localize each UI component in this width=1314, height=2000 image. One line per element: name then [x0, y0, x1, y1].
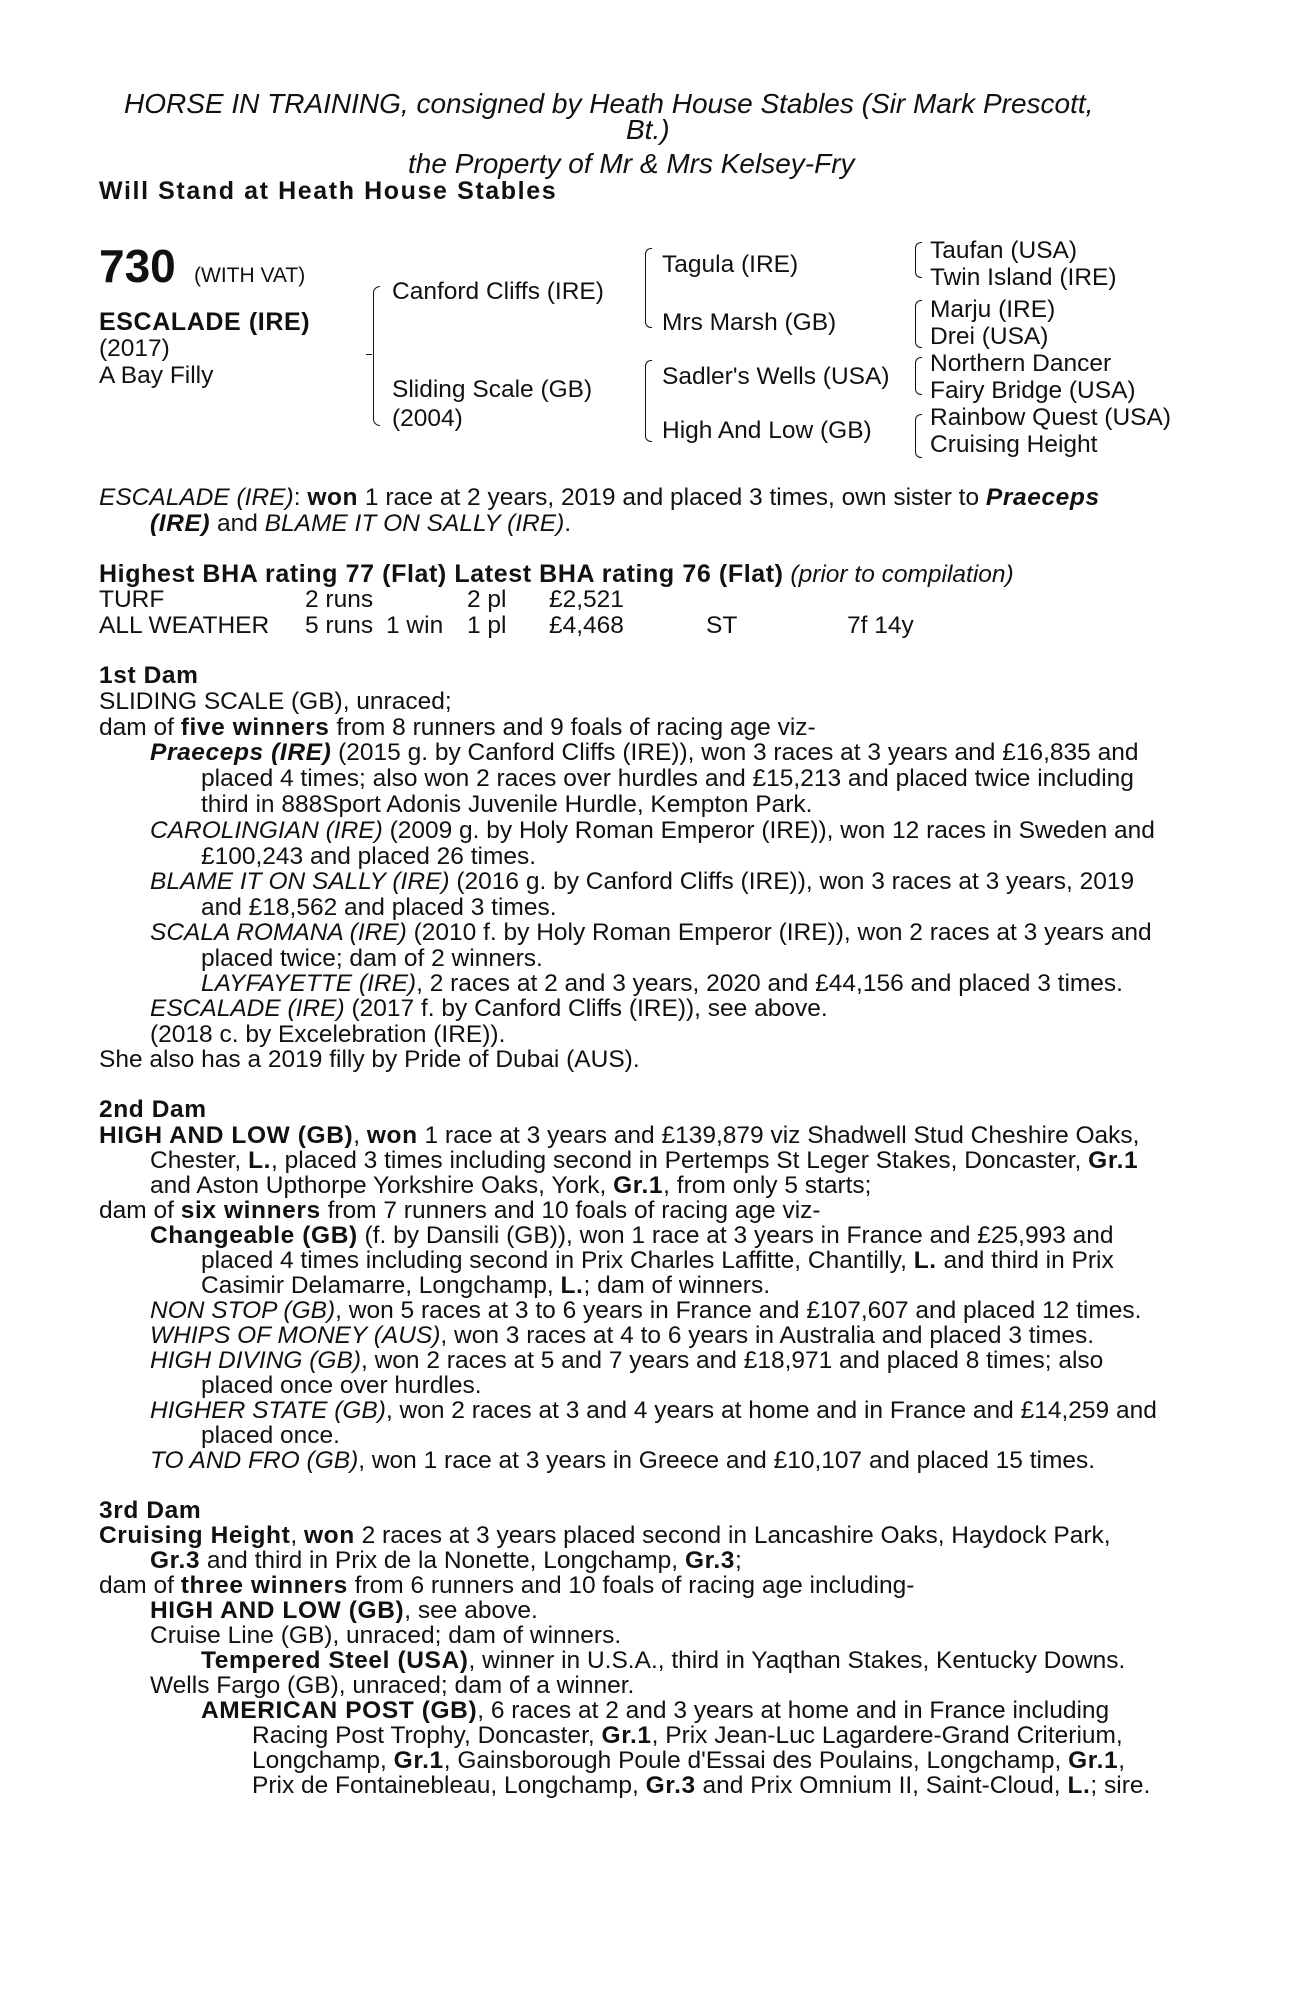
group-badge: Gr.1 [1088, 1147, 1139, 1174]
progeny-text: (2016 g. by Canford Cliffs (IRE)), won 3 races at 3 years, 2019 [449, 868, 1135, 895]
dam3-progeny-line [252, 1723, 1123, 1749]
progeny-text: , Gainsborough Poule d'Essai des Poulains, Longchamp, [443, 1747, 1069, 1774]
pedigree-g2: Twin Island (IRE) [930, 264, 1117, 291]
dam2-progeny-line [150, 1398, 1157, 1424]
progeny-text: (2015 g. by Canford Cliffs (IRE)), won 3 races at 3 years and £16,835 and [331, 739, 1139, 766]
progeny-name: ESCALADE (IRE) [150, 995, 345, 1022]
pedigree-sire-sire: Tagula (IRE) [662, 251, 799, 278]
dam2-line [99, 1198, 821, 1224]
listed-badge: L. [913, 1247, 937, 1274]
dam2-comma: , [353, 1122, 367, 1149]
summary-line-2 [150, 511, 571, 537]
progeny-text: , 2 races at 2 and 3 years, 2020 and £44,156 and placed 3 times. [416, 970, 1123, 997]
progeny-name: WHIPS OF MONEY (AUS) [150, 1322, 441, 1349]
pedigree-g6: Fairy Bridge (USA) [930, 377, 1136, 404]
dam1-progeny-line [150, 818, 1155, 844]
pedigree-g8: Cruising Height [930, 431, 1098, 458]
dam3-progeny-line: Wells Fargo (GB), unraced; dam of a winner. [150, 1672, 635, 1699]
summary-text: 1 race at 2 years, 2019 and placed 3 times, own sister to [358, 484, 986, 511]
dam1-progeny-line: placed twice; dam of 2 winners. [201, 945, 543, 972]
dam3-text: dam of [99, 1572, 181, 1599]
progeny-text: ; dam of winners. [583, 1272, 771, 1299]
dam3-line [99, 1573, 914, 1599]
group-badge: Gr.1 [1068, 1747, 1119, 1774]
record-runs: 2 runs [305, 586, 374, 613]
summary-other-sibling: BLAME IT ON SALLY (IRE) [264, 510, 565, 537]
pedigree-sire-dam: Mrs Marsh (GB) [662, 309, 837, 336]
dam1-progeny-line [201, 971, 1123, 997]
dam2-line [99, 1123, 1140, 1149]
dam3-text: 2 races at 3 years placed second in Lancashire Oaks, Haydock Park, [354, 1522, 1111, 1549]
group-badge: Gr.1 [613, 1172, 664, 1199]
dam1-line [99, 715, 816, 741]
dam2-text: 1 race at 3 years and £139,879 viz Shadwell Stud Cheshire Oaks, [417, 1122, 1140, 1149]
dam2-progeny-line: placed once. [201, 1422, 340, 1449]
ratings-note: (prior to compilation) [790, 561, 1014, 588]
dam2-text: from 7 runners and 10 foals of racing age viz- [320, 1197, 821, 1224]
pedigree-g5: Northern Dancer [930, 350, 1112, 377]
progeny-text: , [1118, 1747, 1126, 1774]
dam1-progeny-line: £100,243 and placed 26 times. [201, 843, 537, 870]
dam3-progeny-line [150, 1598, 538, 1624]
dam2-text: , from only 5 starts; [663, 1172, 872, 1199]
progeny-text: and third in Prix [936, 1247, 1114, 1274]
dam3-text: from 6 runners and 10 foals of racing age including- [347, 1572, 915, 1599]
consignor-title-line-2: Bt.) [626, 114, 670, 145]
pedigree-brace-dam [645, 360, 652, 442]
pedigree-brace-g-b [915, 300, 922, 348]
progeny-name: TO AND FRO (GB) [150, 1447, 359, 1474]
record-going: ST [706, 612, 738, 639]
progeny-text: Longchamp, [252, 1747, 394, 1774]
dam3-text: and third in Prix de la Nonette, Longchamp, [200, 1547, 685, 1574]
dam2-text: dam of [99, 1197, 181, 1224]
dam1-line: SLIDING SCALE (GB), unraced; [99, 688, 452, 715]
pedigree-brace-main-point [366, 354, 372, 355]
progeny-text: , winner in U.S.A., third in Yaqthan Stakes, Kentucky Downs. [468, 1647, 1126, 1674]
progeny-name: NON STOP (GB) [150, 1297, 336, 1324]
dam3-progeny-line [252, 1748, 1125, 1774]
dam2-progeny-line [150, 1298, 1141, 1324]
progeny-text: (f. by Dansili (GB)), won 1 race at 3 years in France and £25,993 and [357, 1222, 1114, 1249]
listed-badge: L. [560, 1272, 584, 1299]
summary-colon: : [293, 484, 308, 511]
group-badge: Gr.3 [684, 1547, 736, 1574]
summary-horse: ESCALADE (IRE) [99, 484, 294, 511]
progeny-text: , won 3 races at 4 to 6 years in Australia and placed 3 times. [440, 1322, 1095, 1349]
dam1-progeny-line: and £18,562 and placed 3 times. [201, 894, 557, 921]
progeny-text: (2009 g. by Holy Roman Emperor (IRE)), won 12 races in Sweden and [382, 817, 1155, 844]
dam2-line [150, 1148, 1138, 1174]
record-placed: 2 pl [467, 586, 507, 613]
progeny-text: , won 5 races at 3 to 6 years in France and £107,607 and placed 12 times. [335, 1297, 1142, 1324]
record-prize: £4,468 [549, 612, 624, 639]
consignor-title-line-1: HORSE IN TRAINING, consigned by Heath House Stables (Sir Mark Prescott, [124, 88, 1094, 119]
dam3-progeny-line [201, 1698, 1109, 1724]
dam1-winners: five winners [180, 714, 330, 741]
dam3-line [99, 1523, 1111, 1549]
group-badge: Gr.1 [393, 1747, 444, 1774]
pedigree-brace-g-c [915, 357, 922, 395]
progeny-name: LAYFAYETTE (IRE) [201, 970, 417, 997]
progeny-name: CAROLINGIAN (IRE) [150, 817, 383, 844]
dam1-progeny-line: third in 888Sport Adonis Juvenile Hurdle, Kempton Park. [201, 791, 813, 818]
horse-name: ESCALADE (IRE) [99, 308, 311, 336]
dam3-comma: , [290, 1522, 305, 1549]
progeny-name: Praeceps (IRE) [150, 739, 332, 766]
dam2-progeny-line [150, 1448, 1095, 1474]
pedigree-brace-g-a [915, 242, 922, 278]
dam1-progeny-line [150, 740, 1138, 766]
dam2-text: , placed 3 times including second in Pertemps St Leger Stakes, Doncaster, [271, 1147, 1089, 1174]
pedigree-dam: Sliding Scale (GB) [392, 376, 593, 403]
record-surface: TURF [99, 586, 165, 613]
summary-and: and [210, 510, 265, 537]
summary-sister: Praeceps [985, 484, 1100, 511]
property-line: the Property of Mr & Mrs Kelsey-Fry [408, 148, 855, 179]
dam1-dam-of: dam of [99, 714, 181, 741]
dam2-progeny-line [201, 1273, 770, 1299]
dam2-text: Chester, [150, 1147, 249, 1174]
summary-sister-suffix: (IRE) [150, 510, 211, 537]
progeny-name: AMERICAN POST (GB) [201, 1697, 478, 1724]
pedigree-brace-g-d [915, 414, 922, 458]
progeny-text: , won 1 race at 3 years in Greece and £10,107 and placed 15 times. [358, 1447, 1096, 1474]
progeny-name: Changeable (GB) [150, 1222, 358, 1249]
dam1-heading: 1st Dam [99, 662, 199, 689]
summary-line-1 [99, 485, 1100, 511]
dam2-progeny-line [150, 1323, 1094, 1349]
dam2-name: HIGH AND LOW (GB) [99, 1122, 354, 1149]
dam2-progeny-line [150, 1223, 1114, 1249]
record-distance: 7f 14y [847, 612, 914, 639]
pedigree-dam-sire: Sadler's Wells (USA) [662, 363, 890, 390]
ratings-line [99, 561, 1014, 588]
dam1-progeny-line: She also has a 2019 filly by Pride of Dubai (AUS). [99, 1046, 640, 1073]
summary-won: won [307, 484, 359, 511]
progeny-text: , see above. [404, 1597, 538, 1624]
pedigree-g1: Taufan (USA) [930, 237, 1078, 264]
progeny-text: (2017 f. by Canford Cliffs (IRE)), see above. [344, 995, 828, 1022]
dam1-progeny-line [150, 920, 1152, 946]
dam3-won: won [304, 1522, 355, 1549]
dam2-progeny-line: placed once over hurdles. [201, 1372, 482, 1399]
lot-number: 730 [99, 240, 176, 292]
dam2-progeny-line [201, 1248, 1114, 1274]
group-badge: Gr.1 [601, 1722, 652, 1749]
progeny-name: HIGH AND LOW (GB) [150, 1597, 405, 1624]
progeny-text: , won 2 races at 5 and 7 years and £18,971 and placed 8 times; also [360, 1347, 1104, 1374]
pedigree-g3: Marju (IRE) [930, 296, 1056, 323]
progeny-text: Prix de Fontainebleau, Longchamp, [252, 1772, 646, 1799]
pedigree-dam-dam: High And Low (GB) [662, 417, 872, 444]
summary-end: . [564, 510, 572, 537]
progeny-text: , won 2 races at 3 and 4 years at home and in France and £14,259 and [385, 1397, 1157, 1424]
progeny-name: SCALA ROMANA (IRE) [150, 919, 407, 946]
record-runs: 5 runs [305, 612, 374, 639]
progeny-name: HIGH DIVING (GB) [150, 1347, 361, 1374]
vat-note: (WITH VAT) [194, 264, 306, 287]
progeny-text: Racing Post Trophy, Doncaster, [252, 1722, 602, 1749]
dam2-progeny-line [150, 1348, 1103, 1374]
dam2-heading: 2nd Dam [99, 1096, 207, 1123]
progeny-text: , Prix Jean-Luc Lagardere-Grand Criterium, [651, 1722, 1123, 1749]
record-wins: 1 win [386, 612, 444, 639]
dam3-progeny-line [201, 1648, 1125, 1674]
progeny-name: HIGHER STATE (GB) [150, 1397, 386, 1424]
dam1-runners: from 8 runners and 9 foals of racing age viz- [329, 714, 816, 741]
dam1-progeny-line: placed 4 times; also won 2 races over hurdles and £15,213 and placed twice including [201, 765, 1134, 792]
progeny-text: placed 4 times including second in Prix Charles Laffitte, Chantilly, [201, 1247, 914, 1274]
pedigree-brace-main [373, 286, 380, 426]
progeny-text: Casimir Delamarre, Longchamp, [201, 1272, 561, 1299]
dam1-progeny-line: (2018 c. by Excelebration (IRE)). [150, 1021, 506, 1048]
pedigree-g7: Rainbow Quest (USA) [930, 404, 1172, 431]
pedigree-brace-sire [645, 248, 652, 328]
dam1-progeny-line [150, 996, 828, 1022]
pedigree-sire: Canford Cliffs (IRE) [392, 278, 604, 305]
group-badge: Gr.3 [150, 1547, 201, 1574]
dam2-text: and Aston Upthorpe Yorkshire Oaks, York, [150, 1172, 614, 1199]
dam3-name: Cruising Height [99, 1522, 291, 1549]
dam2-won: won [366, 1122, 418, 1149]
record-prize: £2,521 [549, 586, 624, 613]
dam3-text: ; [735, 1547, 742, 1574]
progeny-text: and Prix Omnium II, Saint-Cloud, [695, 1772, 1068, 1799]
dam3-progeny-line: Cruise Line (GB), unraced; dam of winners. [150, 1622, 622, 1649]
ratings-bold: Highest BHA rating 77 (Flat) Latest BHA rating 76 (Flat) [99, 560, 784, 588]
pedigree-dam-year: (2004) [392, 405, 463, 432]
record-surface: ALL WEATHER [99, 612, 270, 639]
record-placed: 1 pl [467, 612, 507, 639]
horse-description: A Bay Filly [99, 362, 214, 389]
dam1-progeny-line [150, 869, 1134, 895]
dam3-progeny-line [252, 1773, 1150, 1799]
horse-year: (2017) [99, 335, 170, 362]
group-badge: Gr.3 [645, 1772, 696, 1799]
dam3-heading: 3rd Dam [99, 1497, 202, 1524]
pedigree-g4: Drei (USA) [930, 323, 1049, 350]
listed-badge: L. [248, 1147, 272, 1174]
dam3-winners: three winners [180, 1572, 348, 1599]
listed-badge: L. [1067, 1772, 1091, 1799]
dam2-winners: six winners [180, 1197, 321, 1224]
progeny-text: , 6 races at 2 and 3 years at home and in France including [477, 1697, 1110, 1724]
dam3-line [150, 1548, 742, 1574]
progeny-name: Tempered Steel (USA) [201, 1647, 469, 1674]
dam2-line [150, 1173, 871, 1199]
progeny-text: ; sire. [1090, 1772, 1151, 1799]
stand-line: Will Stand at Heath House Stables [99, 177, 558, 205]
progeny-name: BLAME IT ON SALLY (IRE) [150, 868, 450, 895]
progeny-text: (2010 f. by Holy Roman Emperor (IRE)), won 2 races at 3 years and [406, 919, 1152, 946]
